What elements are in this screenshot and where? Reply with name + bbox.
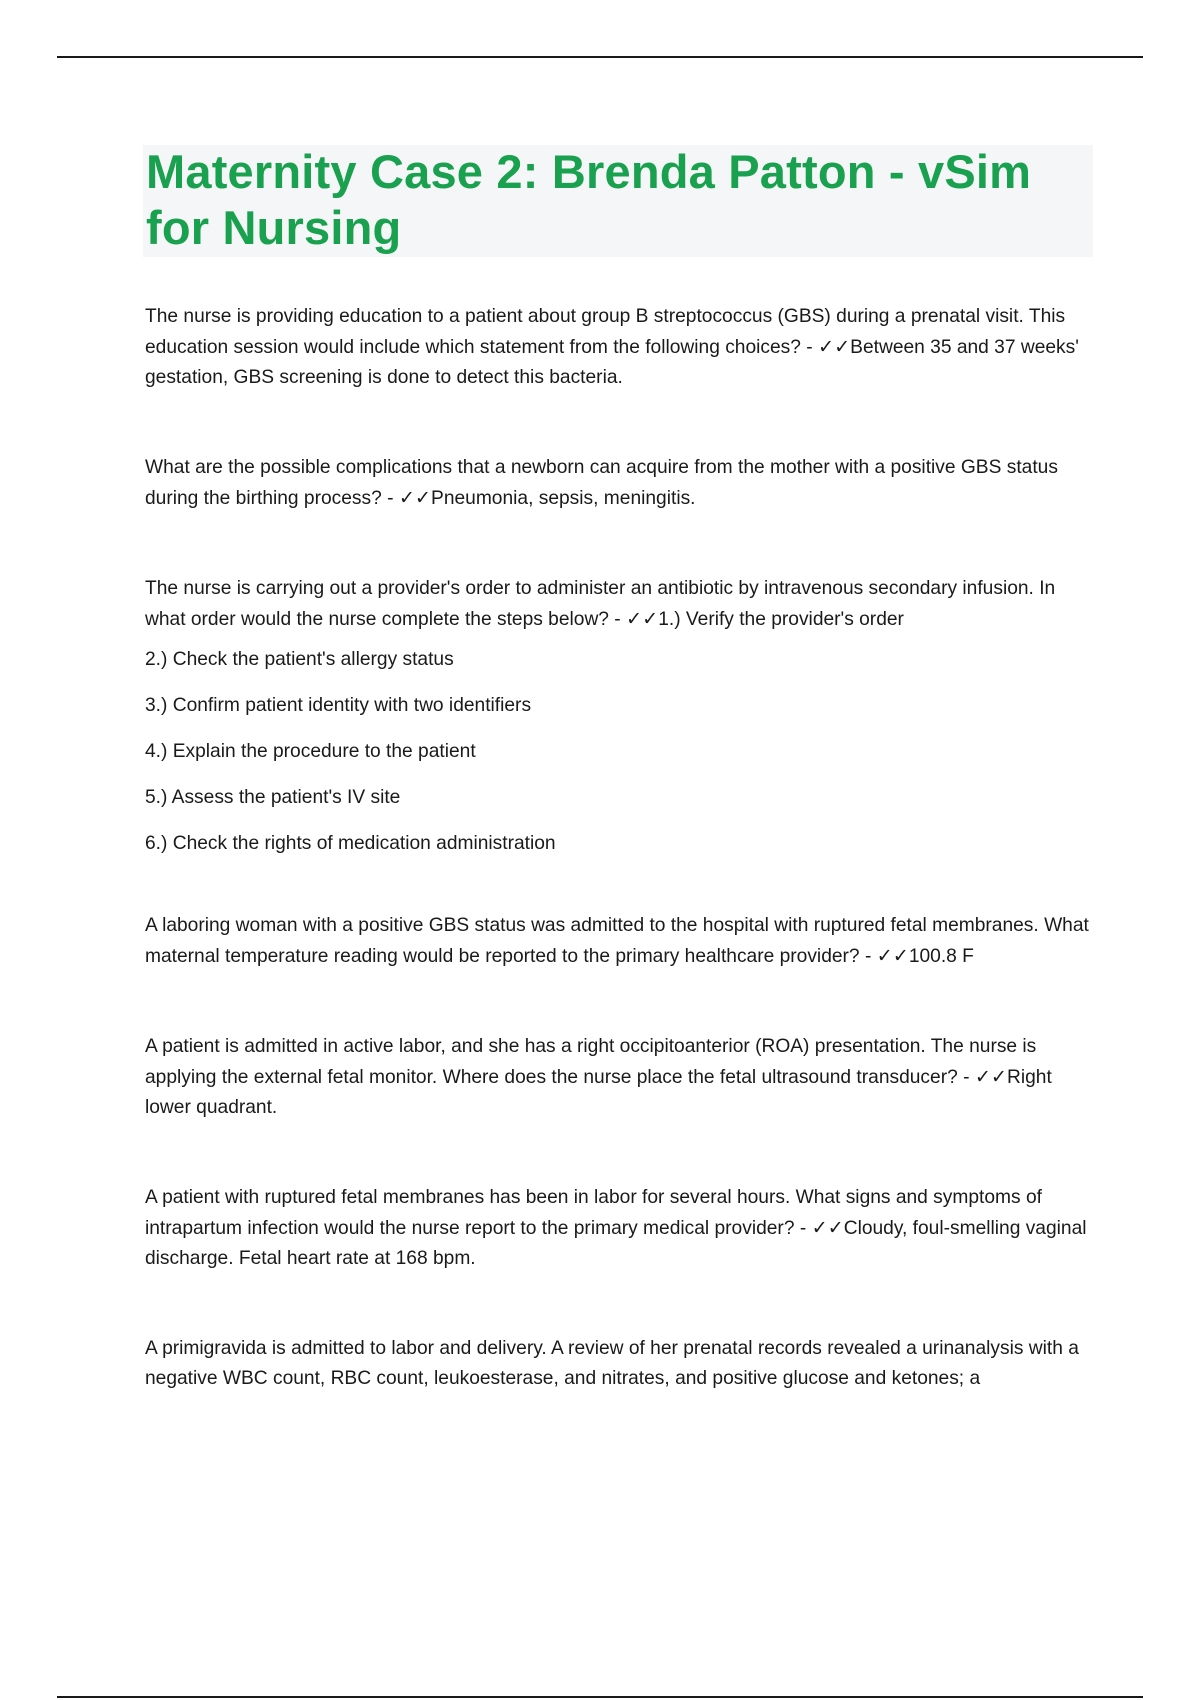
separator: - bbox=[794, 1218, 812, 1239]
question-text: The nurse is carrying out a provider's order to administer an antibiotic by intravenous secondary infusion. In what order would the nurse complete the steps below? bbox=[145, 578, 1056, 630]
step-item: 5.) Assess the patient's IV site bbox=[145, 787, 401, 808]
qa-item-5 bbox=[145, 1032, 1095, 1123]
steps-list bbox=[145, 645, 1095, 859]
check-mark-icon: ✓✓ bbox=[626, 607, 659, 630]
page-title: Maternity Case 2: Brenda Patton - vSim for Nursing bbox=[146, 145, 1032, 254]
question-text: What are the possible complications that a newborn can acquire from the mother with a positive GBS status during the birthing process? bbox=[145, 457, 1058, 509]
qa-item-1 bbox=[145, 302, 1095, 393]
answer-text: Right lower quadrant. bbox=[145, 1067, 1052, 1118]
separator: - bbox=[381, 488, 399, 509]
qa-item-6 bbox=[145, 1183, 1095, 1274]
question-text: A patient is admitted in active labor, and she has a right occipitoanterior (ROA) presentation. The nurse is applying the external fetal monitor. Where does the nurse place the fetal ultrasound transducer? bbox=[145, 1036, 1037, 1088]
check-mark-icon: ✓✓ bbox=[974, 1065, 1007, 1088]
bottom-rule bbox=[57, 1696, 1143, 1698]
question-text: A patient with ruptured fetal membranes has been in labor for several hours. What signs and symptoms of intrapartum infection would the nurse report to the primary medical provider? bbox=[145, 1187, 1042, 1239]
answer-text: 100.8 F bbox=[908, 946, 974, 967]
question-text: A laboring woman with a positive GBS status was admitted to the hospital with ruptured fetal membranes. What maternal temperature reading would be reported to the primary healthcare provider? bbox=[145, 915, 1089, 967]
qa-item-2 bbox=[145, 453, 1095, 514]
separator: - bbox=[608, 609, 627, 630]
question-text: The nurse is providing education to a patient about group B streptococcus (GBS) during a prenatal visit. This education session would include which statement from the following choices? bbox=[145, 306, 1066, 358]
check-mark-icon: ✓✓ bbox=[398, 486, 432, 509]
question-text: A primigravida is admitted to labor and delivery. A review of her prenatal records revealed a urinanalysis with a negative WBC count, RBC count, leukoesterase, and nitrates, and positive glucose and ketones; a bbox=[145, 1338, 1079, 1389]
separator: - bbox=[859, 946, 877, 967]
step-item: 2.) Check the patient's allergy status bbox=[145, 649, 454, 670]
separator: - bbox=[957, 1067, 975, 1088]
check-mark-icon: ✓✓ bbox=[876, 944, 909, 967]
check-mark-icon: ✓✓ bbox=[811, 1216, 844, 1239]
check-mark-icon: ✓✓ bbox=[818, 335, 851, 358]
answer-text: Cloudy, foul-smelling vaginal discharge. Fetal heart rate at 168 bpm. bbox=[145, 1218, 1087, 1269]
answer-text: Pneumonia, sepsis, meningitis. bbox=[431, 488, 696, 509]
qa-item-3 bbox=[145, 574, 1095, 859]
separator: - bbox=[800, 337, 818, 358]
answer-text: 1.) Verify the provider's order bbox=[658, 609, 904, 630]
qa-content bbox=[145, 302, 1095, 1394]
qa-item-7 bbox=[145, 1334, 1095, 1394]
top-rule bbox=[57, 56, 1143, 58]
step-item: 4.) Explain the procedure to the patient bbox=[145, 741, 476, 762]
step-item: 3.) Confirm patient identity with two identifiers bbox=[145, 695, 532, 716]
qa-item-4 bbox=[145, 911, 1095, 972]
answer-text: Between 35 and 37 weeks' gestation, GBS screening is done to detect this bacteria. bbox=[145, 337, 1079, 388]
step-item: 6.) Check the rights of medication administration bbox=[145, 833, 556, 854]
